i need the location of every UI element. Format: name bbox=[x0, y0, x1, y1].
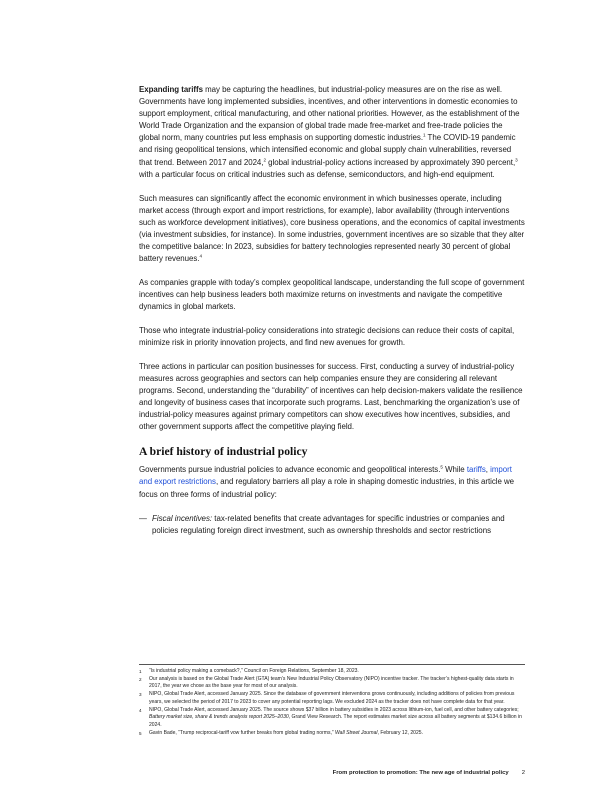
running-footer bbox=[333, 770, 525, 776]
footnote-number: 1 bbox=[139, 669, 142, 674]
footnote-ref[interactable]: 3 bbox=[515, 157, 518, 163]
text-run: , bbox=[485, 465, 491, 475]
text-run: The COVID-19 pandemic and rising geopolitical tensions, which intensified economic and global supply chain vulnerabilities, reversed that trend. Between 2017 and 2024, bbox=[139, 133, 516, 167]
bullet-term: Fiscal incentives: bbox=[152, 513, 213, 523]
tariffs-link[interactable]: tariffs bbox=[466, 465, 486, 475]
footnote-text: “Is industrial policy making a comeback?,” Council on Foreign Relations, September 18, 2023. bbox=[149, 668, 359, 674]
footnote-divider bbox=[139, 664, 525, 665]
footnote-text: NIPO, Global Trade Alert, accessed January 2025. The source shows $37 billion in battery subsidies in 2023 across lithium-ion, fuel cell, and other battery categories; bbox=[149, 706, 519, 713]
footnote-text: Gavin Bade, “Trump reciprocal-tariff vow further breaks from global trading norms,” bbox=[149, 729, 335, 736]
footnote-number: 2 bbox=[139, 676, 142, 682]
bullet-item-fiscal-incentives bbox=[139, 513, 525, 537]
footnote-ref[interactable]: 1 bbox=[423, 132, 426, 138]
intro-paragraph-4: Those who integrate industrial-policy considerations into strategic decisions can reduce their costs of capital, minimize risk in priority innovation projects, and find new avenues for growth. bbox=[139, 325, 515, 348]
lead-in-bold: Expanding tariffs bbox=[139, 85, 203, 94]
footnote-ref[interactable]: 2 bbox=[263, 157, 266, 163]
intro-paragraph-1 bbox=[139, 84, 525, 181]
footnote-text: NIPO, Global Trade Alert, accessed January 2025. Since the database of government interventions grows continuously, including additions of policies from previous years, we selected the period of 2017 to 2023 to cover any potential reporting lags. We excluded 2024 as the tracker does not have complete data for that year. bbox=[149, 691, 515, 705]
text-run: global industrial-policy actions increased by approximately 390 percent, bbox=[265, 157, 516, 167]
footnote-3 bbox=[139, 691, 525, 706]
body-column bbox=[139, 84, 525, 537]
section-heading: A brief history of industrial policy bbox=[139, 445, 308, 459]
footnote-1 bbox=[139, 668, 525, 676]
footnotes bbox=[139, 668, 525, 737]
text-run: Such measures can significantly affect the economic environment in which businesses operate, including market access (through export and import restrictions, for example), labor availability (through interventions such as workforce development initiatives), core business operations, and the economics of capital investments (via investment subsidies, for instance). In some industries, government incentives are so sizable that they alter the competitive balance: In 2023, subsidies for battery technologies represented nearly 30 percent of global battery revenues. bbox=[139, 193, 525, 264]
footnote-ref[interactable]: 5 bbox=[440, 464, 443, 470]
footnote-italic-title: Battery market size, share & trends analysis report 2025–2030 bbox=[149, 714, 289, 721]
text-run: may be capturing the headlines, but industrial-policy measures are on the rise as well. Governments have long implemented subsidies, incentives, and other interventions in domestic economies to support employment, critical manufacturing, and other national priorities. However, as the establishment of the World Trade Organization and the expansion of global trade made free-market and free-trade policies the global norm, many countries put less emphasis on supporting domestic industries. bbox=[139, 85, 520, 143]
footnote-number: 5 bbox=[139, 730, 142, 736]
text-run: While bbox=[442, 465, 467, 475]
footnote-text: , February 12, 2025. bbox=[377, 729, 423, 736]
text-run: with a particular focus on critical industries such as defense, semiconductors, and high-end equipment. bbox=[139, 169, 495, 179]
text-run: , and regulatory barriers all play a role in shaping domestic industries, in this article we focus on three forms of industrial policy: bbox=[139, 477, 515, 499]
footnote-italic-title: Wall Street Journal bbox=[334, 729, 378, 736]
footnote-text: , Grand View Research. The report estimates market size across all battery segments at $134.6 billion in 2024. bbox=[149, 714, 522, 728]
intro-paragraph-3: As companies grapple with today’s complex geopolitical landscape, understanding the full scope of government incentives can help business leaders both maximize returns on investments and navigate the competitive dynamics in global markets. bbox=[139, 277, 525, 312]
import-export-restrictions-link[interactable]: import and export restrictions bbox=[139, 465, 512, 487]
footnote-number: 3 bbox=[139, 692, 142, 698]
bullet-text: tax-related benefits that create advantages for specific industries or companies and policies regulating foreign direct investment, such as ownership thresholds and sector restrictions bbox=[152, 513, 505, 535]
intro-paragraph-5: Three actions in particular can position businesses for success. First, conducting a survey of industrial-policy measures across geographies and sectors can help companies ensure they are considering all relevant programs. Second, understanding the “durability” of incentives can help decision-makers validate the resilience and longevity of business cases that incorporate such programs. Last, benchmarking the organization’s use of industrial-policy measures against primary competitors can show executives how incentives, subsidies, and other government supports affect the competitive playing field. bbox=[139, 361, 523, 432]
page-number: 2 bbox=[521, 770, 525, 776]
em-dash-bullet: — bbox=[139, 513, 147, 523]
footnote-ref[interactable]: 4 bbox=[199, 253, 202, 259]
footnote-number: 4 bbox=[139, 707, 142, 713]
footnote-4 bbox=[139, 707, 525, 730]
intro-paragraph-2 bbox=[139, 193, 525, 266]
footnote-5 bbox=[139, 730, 525, 738]
footnote-text: Our analysis is based on the Global Trade Alert (GTA) team’s New Industrial Policy Observatory (NIPO) incentive tracker. The tracker’s highest-quality data starts in 2017, the year we chose as the base year for most of our analysis. bbox=[149, 675, 514, 690]
text-run: Governments pursue industrial policies to advance economic and geopolitical interests. bbox=[139, 465, 441, 475]
footer-title: From protection to promotion: The new age of industrial policy bbox=[332, 770, 509, 776]
section-paragraph-1 bbox=[139, 464, 525, 500]
footnote-2 bbox=[139, 676, 525, 691]
